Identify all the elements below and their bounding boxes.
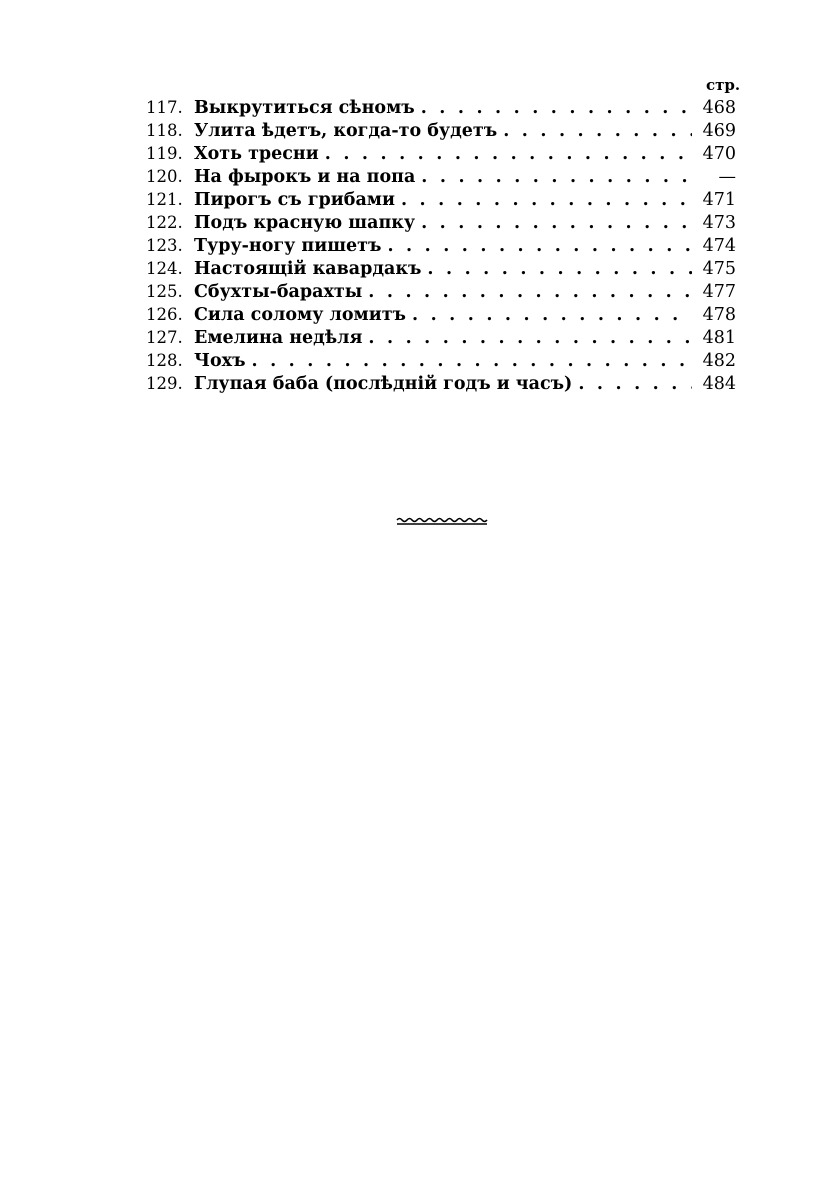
entry-title: Пирогъ съ грибами bbox=[194, 190, 395, 210]
entry-title: Настоящій кавардакъ bbox=[194, 259, 422, 279]
dot-leader bbox=[387, 235, 692, 258]
entry-number: 120. bbox=[146, 167, 183, 186]
entry-page: 477 bbox=[702, 282, 736, 302]
entry-title: Глупая баба (послѣдній годъ и часъ) bbox=[194, 374, 573, 394]
entry-page: 478 bbox=[702, 305, 736, 325]
dot-leader bbox=[578, 373, 692, 396]
entry-page: 474 bbox=[702, 236, 736, 256]
entry-title: Чохъ bbox=[194, 351, 246, 371]
entry-page: 473 bbox=[702, 213, 736, 233]
entry-page: 469 bbox=[702, 121, 736, 141]
dot-leader bbox=[421, 97, 692, 120]
toc-entry bbox=[146, 257, 736, 280]
entry-page: 471 bbox=[702, 190, 736, 210]
toc-entry bbox=[146, 280, 736, 303]
toc-entry bbox=[146, 119, 736, 142]
entry-title: Сила солому ломитъ bbox=[194, 305, 406, 325]
entry-page: 475 bbox=[702, 259, 736, 279]
entry-number: 119. bbox=[146, 144, 183, 163]
toc-entry bbox=[146, 96, 736, 119]
entry-number: 124. bbox=[146, 259, 183, 278]
entry-page: — bbox=[718, 167, 736, 187]
dot-leader bbox=[325, 143, 692, 166]
entry-title: Улита ѣдетъ, когда-то будетъ bbox=[194, 121, 498, 141]
entry-number: 128. bbox=[146, 351, 183, 370]
toc-entry bbox=[146, 372, 736, 395]
entry-number: 118. bbox=[146, 121, 183, 140]
entry-number: 129. bbox=[146, 374, 183, 393]
toc-entry bbox=[146, 349, 736, 372]
dot-leader bbox=[421, 212, 692, 235]
dot-leader bbox=[252, 350, 692, 373]
entry-title: На фырокъ и на попа bbox=[194, 167, 416, 187]
entry-page: 470 bbox=[702, 144, 736, 164]
entry-page: 482 bbox=[702, 351, 736, 371]
entry-title: Туру-ногу пишетъ bbox=[194, 236, 382, 256]
entry-title: Сбухты-барахты bbox=[194, 282, 363, 302]
dot-leader bbox=[503, 120, 692, 143]
entry-number: 117. bbox=[146, 98, 183, 117]
entry-number: 122. bbox=[146, 213, 183, 232]
entry-page: 468 bbox=[702, 98, 736, 118]
entry-page: 484 bbox=[702, 374, 736, 394]
dot-leader bbox=[421, 166, 692, 189]
toc-entry bbox=[146, 165, 736, 188]
toc-entry bbox=[146, 326, 736, 349]
entry-title: Подъ красную шапку bbox=[194, 213, 416, 233]
entry-number: 125. bbox=[146, 282, 183, 301]
toc-entry bbox=[146, 234, 736, 257]
toc-entry bbox=[146, 142, 736, 165]
toc-entry bbox=[146, 303, 736, 326]
entry-number: 126. bbox=[146, 305, 183, 324]
dot-leader bbox=[368, 327, 692, 350]
dot-leader bbox=[427, 258, 692, 281]
entry-title: Емелина недѣля bbox=[194, 328, 363, 348]
entry-number: 121. bbox=[146, 190, 183, 209]
toc-entry bbox=[146, 211, 736, 234]
dot-leader bbox=[412, 304, 692, 327]
entry-title: Хоть тресни bbox=[194, 144, 319, 164]
entry-number: 127. bbox=[146, 328, 183, 347]
page-column-header: стр. bbox=[706, 76, 741, 94]
toc-entry bbox=[146, 188, 736, 211]
wavy-line-ornament-icon bbox=[396, 516, 488, 528]
entry-page: 481 bbox=[702, 328, 736, 348]
table-of-contents bbox=[146, 96, 736, 395]
entry-title: Выкрутиться сѣномъ bbox=[194, 98, 415, 118]
entry-number: 123. bbox=[146, 236, 183, 255]
dot-leader bbox=[368, 281, 692, 304]
dot-leader bbox=[401, 189, 692, 212]
